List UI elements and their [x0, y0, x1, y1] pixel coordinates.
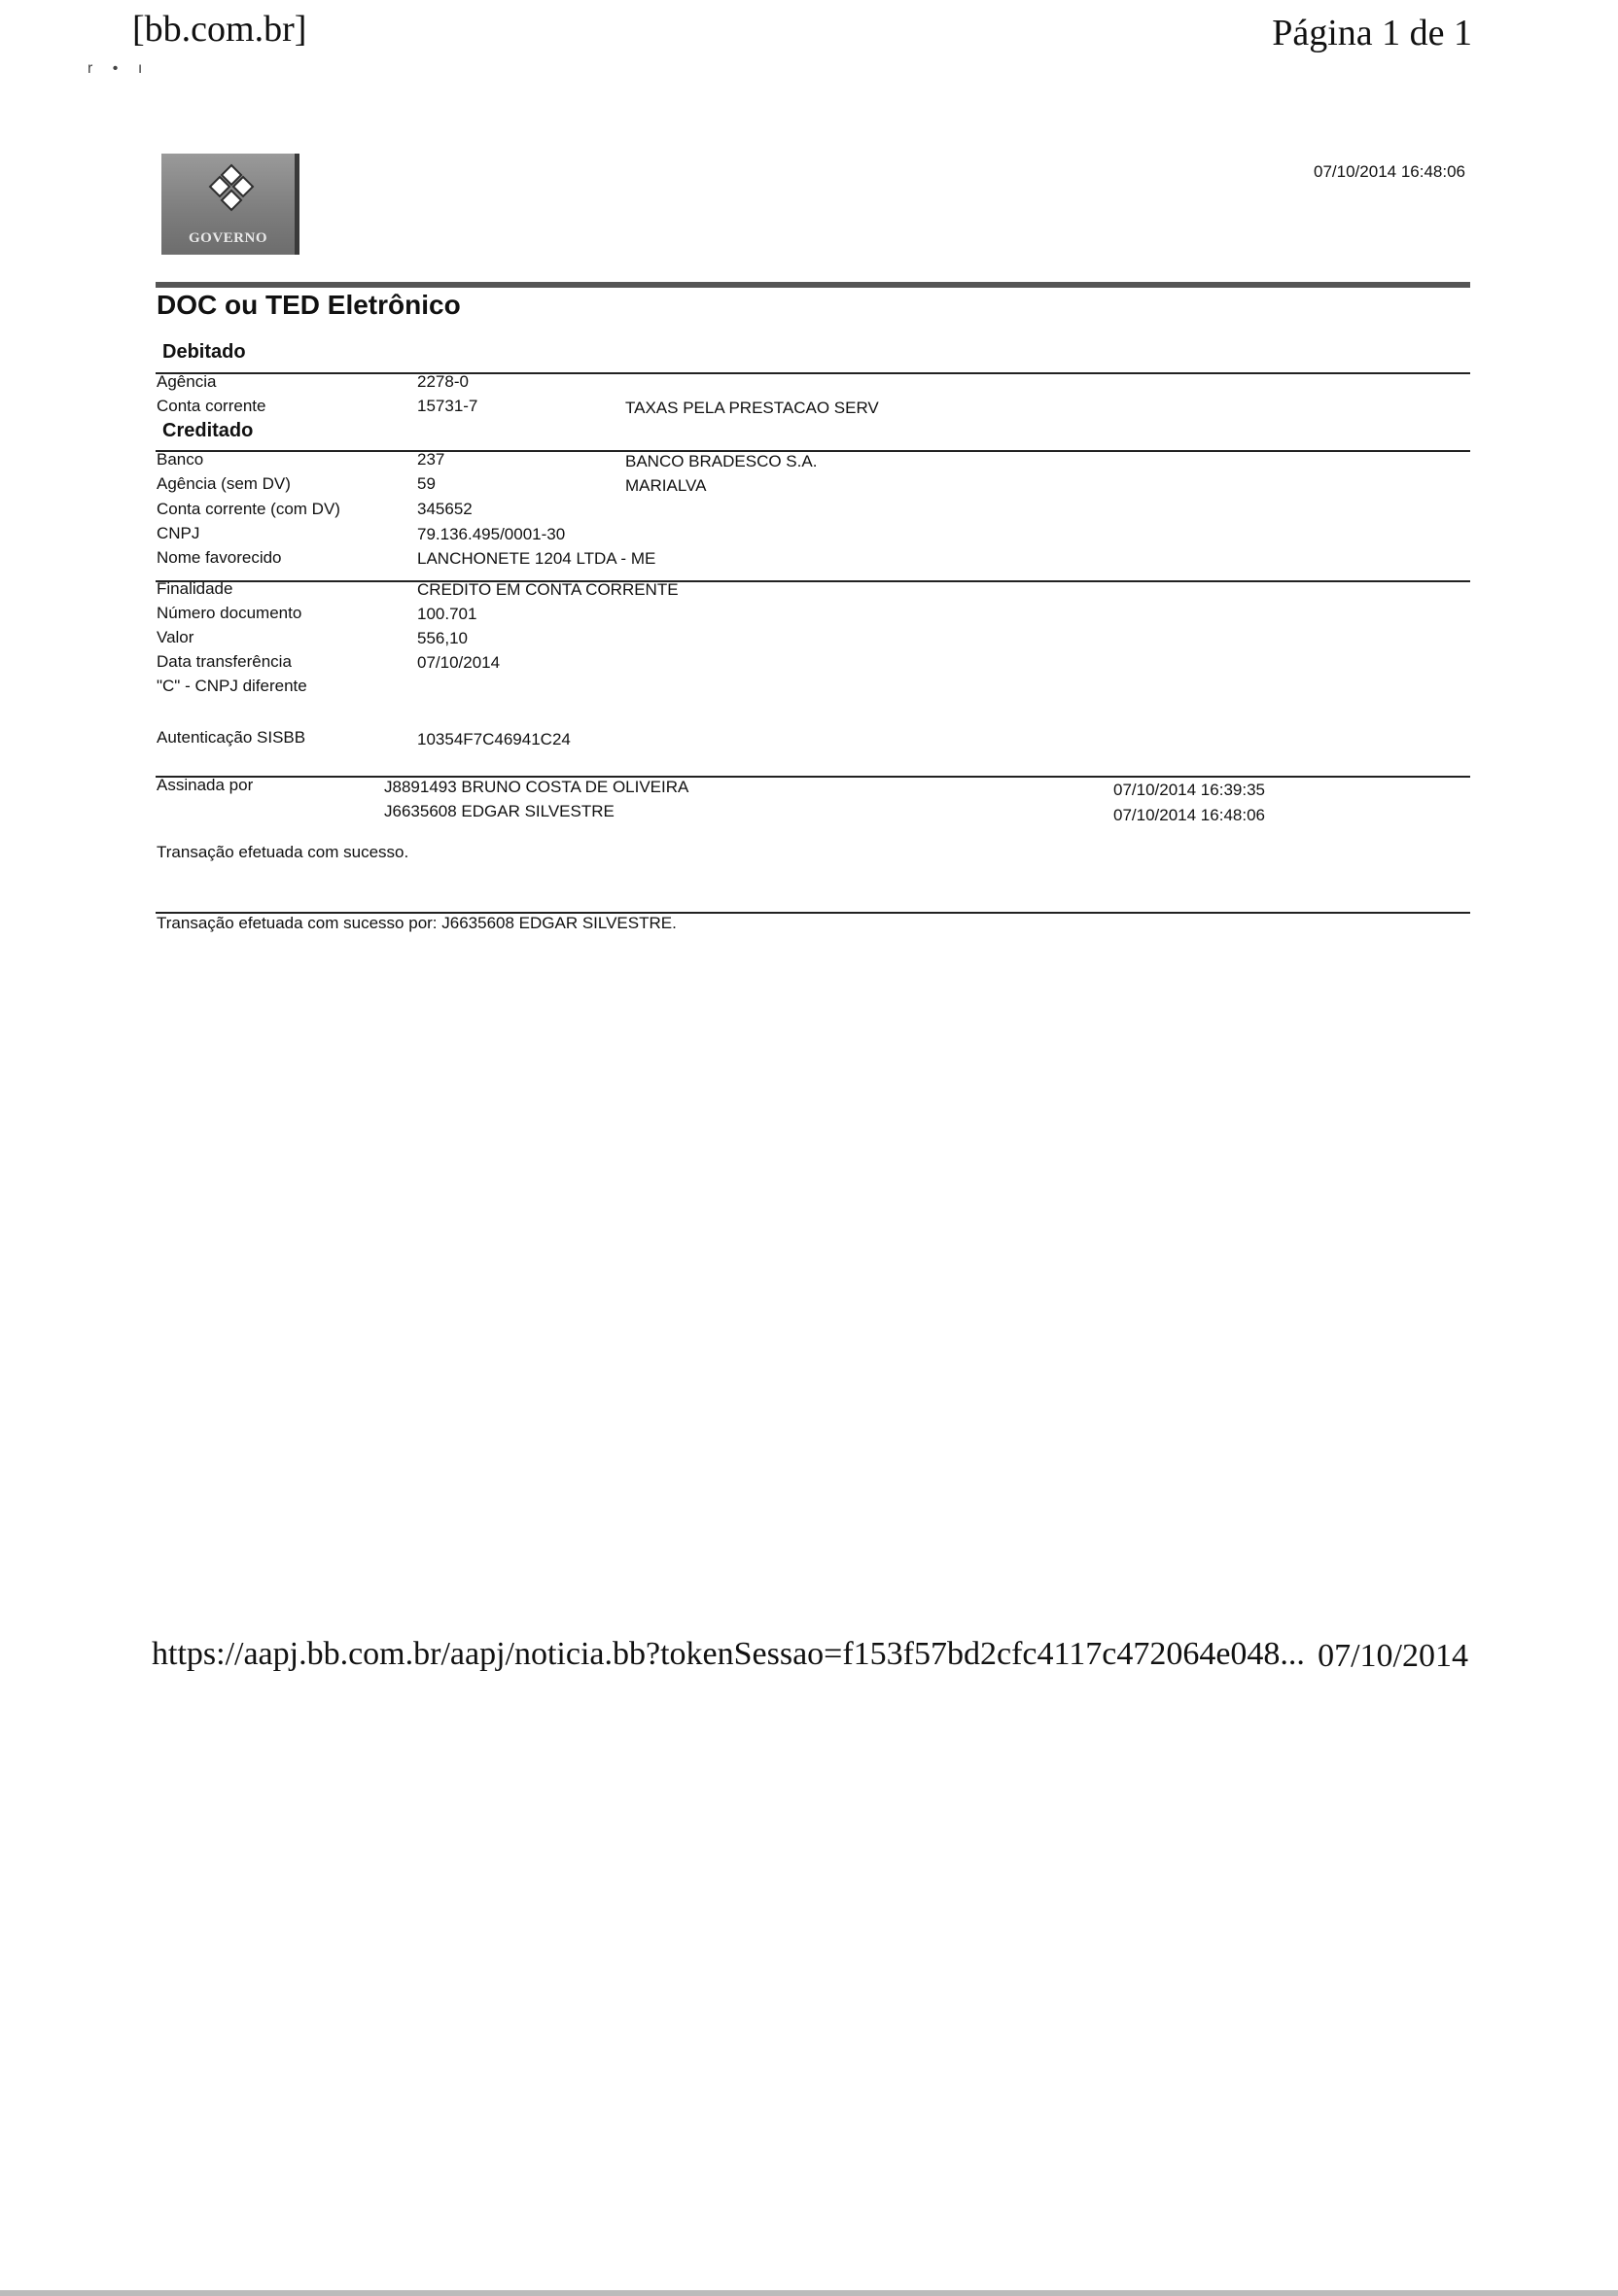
label-banco: Banco [157, 450, 204, 469]
value-banco: 237 [417, 450, 445, 469]
scan-edge [0, 2290, 1618, 2296]
signer-date: 07/10/2014 16:48:06 [1113, 806, 1265, 824]
value-conta-com-dv: 345652 [417, 500, 473, 518]
logo-label: GOVERNO [188, 230, 267, 246]
label-conta-corrente: Conta corrente [157, 397, 266, 415]
value-valor: 556,10 [417, 629, 468, 647]
final-status-message: Transação efetuada com sucesso por: J6635608 EDGAR SILVESTRE. [157, 914, 677, 932]
print-header-site: [bb.com.br] [132, 9, 307, 50]
label-cnpj-diferente: "C" - CNPJ diferente [157, 677, 307, 695]
generation-timestamp: 07/10/2014 16:48:06 [1314, 162, 1465, 181]
signer-name: J6635608 EDGAR SILVESTRE [384, 802, 615, 820]
value-numero-documento: 100.701 [417, 605, 477, 623]
value-autenticacao: 10354F7C46941C24 [417, 730, 571, 748]
scan-specks: r • ı [88, 60, 151, 77]
signer-date: 07/10/2014 16:39:35 [1113, 781, 1265, 799]
bb-governo-logo [161, 154, 299, 255]
signer-name: J8891493 BRUNO COSTA DE OLIVEIRA [384, 778, 689, 796]
label-agencia: Agência [157, 372, 217, 391]
section-heading-debitado: Debitado [162, 341, 246, 363]
section-divider [156, 372, 1470, 374]
value-banco-nome: BANCO BRADESCO S.A. [625, 452, 818, 470]
label-autenticacao: Autenticação SISBB [157, 728, 306, 747]
bb-logo-icon [206, 163, 257, 214]
section-divider [156, 776, 1470, 778]
value-conta-descricao: TAXAS PELA PRESTACAO SERV [625, 399, 879, 417]
label-assinada-por: Assinada por [157, 776, 254, 794]
value-cnpj: 79.136.495/0001-30 [417, 525, 566, 543]
label-finalidade: Finalidade [157, 579, 233, 598]
value-agencia: 2278-0 [417, 372, 469, 391]
label-valor: Valor [157, 628, 194, 646]
label-conta-com-dv: Conta corrente (com DV) [157, 500, 340, 518]
value-data-transferencia: 07/10/2014 [417, 653, 501, 672]
print-header-page: Página 1 de 1 [1272, 13, 1472, 53]
label-cnpj: CNPJ [157, 524, 200, 542]
value-agencia-cidade: MARIALVA [625, 476, 707, 495]
value-agencia-sem-dv: 59 [417, 474, 436, 493]
print-footer-url: https://aapj.bb.com.br/aapj/noticia.bb?tokenSessao=f153f57bd2cfc4117c472064e048... [152, 1636, 1305, 1672]
label-data-transferencia: Data transferência [157, 652, 292, 671]
value-finalidade: CREDITO EM CONTA CORRENTE [417, 580, 679, 599]
value-nome-favorecido: LANCHONETE 1204 LTDA - ME [417, 549, 656, 568]
status-message: Transação efetuada com sucesso. [157, 843, 409, 861]
label-agencia-sem-dv: Agência (sem DV) [157, 474, 291, 493]
print-footer-date: 07/10/2014 [1318, 1638, 1468, 1674]
label-nome-favorecido: Nome favorecido [157, 548, 282, 567]
label-numero-documento: Número documento [157, 604, 302, 622]
page-title: DOC ou TED Eletrônico [157, 290, 461, 320]
section-heading-creditado: Creditado [162, 420, 254, 441]
section-divider [156, 580, 1470, 582]
title-divider [156, 282, 1470, 288]
value-conta-corrente: 15731-7 [417, 397, 478, 415]
